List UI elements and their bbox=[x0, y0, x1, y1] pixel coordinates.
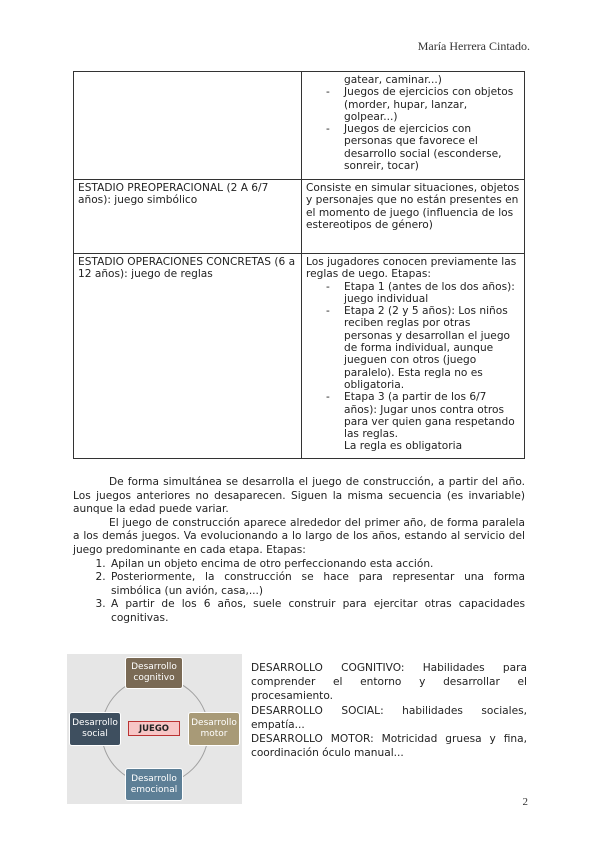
stage-cell bbox=[74, 72, 302, 180]
list-item: - Juegos de ejercicios con personas que favorece el desarrollo social (esconderse, sonreir, tocar) bbox=[344, 123, 520, 172]
list-item: - Juegos de ejercicios con objetos (morder, hupar, lanzar, golpear...) bbox=[344, 86, 520, 123]
page-header-author: María Herrera Cintado. bbox=[417, 39, 530, 53]
body-section bbox=[73, 476, 525, 626]
description-cell bbox=[302, 72, 525, 180]
stages-table bbox=[73, 71, 525, 459]
description-cell: Consiste en simular situaciones, objetos y personajes que no están presentes en el momento de juego (influencia de los estereotipos de género) bbox=[302, 180, 525, 254]
dev-cognitivo-text: DESARROLLO COGNITIVO: Habilidades para comprender el entorno y desarrollar el procesamiento. bbox=[251, 662, 527, 703]
construction-steps bbox=[73, 558, 525, 626]
page-number: 2 bbox=[522, 796, 528, 808]
list-item: - Etapa 1 (antes de los dos años): juego individual bbox=[344, 281, 520, 306]
development-descriptions bbox=[251, 661, 527, 760]
list-item: 1. Apilan un objeto encima de otro perfeccionando esta acción. bbox=[109, 558, 525, 572]
list-item: - Etapa 3 (a partir de los 6/7 años): Jugar unos contra otros para ver quien gana respetando las reglas. bbox=[344, 391, 520, 440]
node-juego: JUEGO bbox=[128, 721, 180, 736]
node-cognitivo: Desarrollo cognitivo bbox=[125, 657, 183, 689]
continued-line: gatear, caminar...) bbox=[344, 74, 442, 86]
development-diagram bbox=[67, 654, 242, 804]
table-row bbox=[74, 72, 525, 180]
stages-list bbox=[306, 281, 520, 441]
list-item: - Etapa 2 (2 y 5 años): Los niños reciben reglas por otras personas y desarrollan el juego de forma individual, aunque jueguen con otros (juego paralelo). Esta regla no es obligatoria. bbox=[344, 305, 520, 391]
stage-cell: ESTADIO PREOPERACIONAL (2 A 6/7 años): juego simbólico bbox=[74, 180, 302, 254]
node-motor: Desarrollo motor bbox=[188, 712, 240, 746]
list-item: 2. Posteriormente, la construcción se hace para representar una forma simbólica (un avión, casa,...) bbox=[109, 571, 525, 598]
stage-cell: ESTADIO OPERACIONES CONCRETAS (6 a 12 años): juego de reglas bbox=[74, 254, 302, 459]
play-list bbox=[306, 86, 520, 172]
list-item: 3. A partir de los 6 años, suele construir para ejercitar otras capacidades cognitivas. bbox=[109, 598, 525, 625]
rules-intro: Los jugadores conocen previamente las reglas de uego. Etapas: bbox=[306, 256, 517, 281]
table-row bbox=[74, 254, 525, 459]
dev-social-text: DESARROLLO SOCIAL: habilidades sociales, empatía... bbox=[251, 704, 527, 731]
node-social: Desarrollo social bbox=[69, 712, 121, 746]
paragraph: De forma simultánea se desarrolla el juego de construcción, a partir del año. Los juegos anteriores no desaparecen. Siguen la misma secuencia (es invariable) aunque la edad puede variar. bbox=[73, 476, 525, 516]
table-row bbox=[74, 180, 525, 254]
node-emocional: Desarrollo emocional bbox=[125, 768, 183, 801]
description-cell bbox=[302, 254, 525, 459]
paragraph: El juego de construcción aparece alrededor del primer año, de forma paralela a los demás juegos. Va evolucionando a lo largo de los años, estando al servicio del juego predominante en cada etapa. Etapas: bbox=[73, 516, 525, 556]
rules-closing: La regla es obligatoria bbox=[344, 440, 463, 453]
dev-motor-text: DESARROLLO MOTOR: Motricidad gruesa y fina, coordinación óculo manual... bbox=[251, 733, 527, 760]
